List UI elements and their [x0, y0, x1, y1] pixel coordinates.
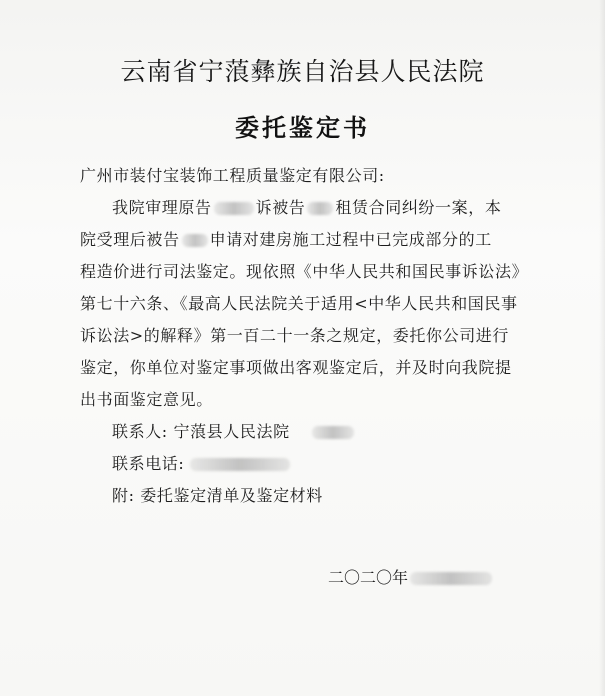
text-fragment: 租赁合同纠纷一案，本 [335, 198, 502, 217]
paragraph-line: 第七十六条、《最高人民法院关于适用<中华人民共和国民事 [80, 294, 518, 313]
document-title: 委托鉴定书 [235, 113, 370, 142]
paragraph-line: 程造价进行司法鉴定。现依照《中华人民共和国民事诉讼法》 [80, 262, 529, 281]
redacted-date [410, 572, 492, 585]
redacted-defendant [182, 234, 208, 247]
paragraph-line [80, 192, 535, 224]
paragraph-line: 出书面鉴定意见。 [80, 390, 213, 409]
text-fragment: 诉被告 [255, 198, 306, 217]
paragraph-line [80, 224, 535, 256]
document-date [328, 565, 494, 588]
phone-line [80, 448, 535, 480]
contact-line [80, 416, 535, 448]
redacted-plaintiff [214, 202, 254, 215]
text-fragment: 我院审理原告 [112, 198, 212, 217]
addressee: 广州市装付宝装饰工程质量鉴定有限公司: [80, 166, 385, 185]
court-name: 云南省宁蒗彝族自治县人民法院 [120, 57, 485, 86]
redacted-phone [190, 458, 290, 471]
date-year: 二〇二〇年 [328, 568, 409, 587]
text-fragment: 申请对建房施工过程中已完成部分的工 [209, 230, 492, 249]
text-fragment: 院受理后被告 [80, 230, 180, 249]
attachment-line: 附: 委托鉴定清单及鉴定材料 [112, 486, 323, 505]
paragraph-line: 鉴定，你单位对鉴定事项做出客观鉴定后，并及时向我院提 [80, 358, 512, 377]
phone-label: 联系电话: [112, 454, 185, 473]
contact-text: 联系人: 宁蒗县人民法院 [112, 422, 290, 441]
redacted-contact-name [312, 426, 354, 439]
redacted-defendant [307, 202, 333, 215]
document-body [80, 160, 535, 512]
paragraph-line: 诉讼法>的解释》第一百二十一条之规定，委托你公司进行 [80, 326, 510, 345]
